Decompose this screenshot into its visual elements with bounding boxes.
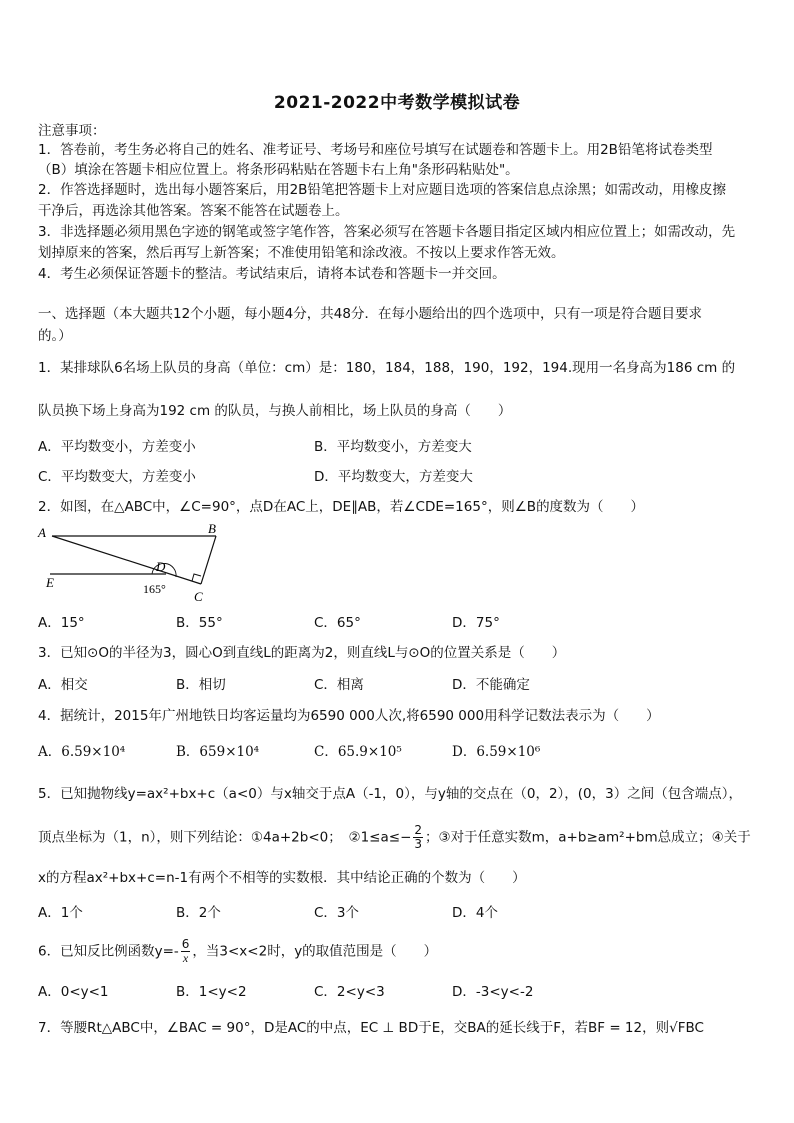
question-3-option-c[interactable]: C．相离 — [314, 677, 364, 693]
fraction — [181, 938, 191, 965]
question-5-stem-end: x的方程ax²+bx+c=n-1有两个不相等的实数根．其中结论正确的个数为（ ） — [38, 870, 526, 886]
question-6-option-d[interactable]: D．-3<y<-2 — [452, 984, 534, 1000]
question-6-option-a[interactable]: A．0<y<1 — [38, 984, 109, 1000]
question-3-stem: 3．已知⊙O的半径为3，圆心O到直线L的距离为2，则直线L与⊙O的位置关系是（ ） — [38, 645, 566, 661]
question-2-option-c[interactable]: C．65° — [314, 615, 361, 631]
fraction-denominator: 3 — [414, 837, 423, 851]
question-1-option-b[interactable]: B．平均数变小，方差变大 — [314, 439, 472, 455]
question-1-option-c[interactable]: C．平均数变大，方差变小 — [38, 469, 196, 485]
label-a: A — [38, 525, 46, 540]
question-7-stem: 7．等腰Rt△ABC中，∠BAC = 90°，D是AC的中点，EC ⊥ BD于E，交BA的延长线于F，若BF = 12，则√FBC — [38, 1020, 704, 1036]
question-5-option-a[interactable]: A．1个 — [38, 905, 83, 921]
question-1-stem: 1．某排球队6名场上队员的身高（单位：cm）是：180，184，188，190，192，194.现用一名身高为186 cm 的 — [38, 360, 736, 376]
notice-item: （B）填涂在答题卡相应位置上。将条形码粘贴在答题卡右上角"条形码粘贴处"。 — [38, 162, 519, 178]
fraction-numerator: 2 — [414, 823, 423, 837]
question-4-option-c[interactable]: C．65.9×10⁵ — [314, 744, 402, 760]
label-d: D — [156, 559, 166, 574]
label-e: E — [46, 575, 54, 590]
section-heading-cont: 的。） — [38, 328, 72, 344]
question-6-part-b: ，当3<x<2时，y的取值范围是（ ） — [192, 943, 438, 960]
question-1-stem-cont: 队员换下场上身高为192 cm 的队员，与换人前相比，场上队员的身高（ ） — [38, 403, 512, 419]
notice-item: 干净后，再选涂其他答案。答案不能答在试题卷上。 — [38, 203, 349, 219]
question-4-stem: 4．据统计，2015年广州地铁日均客运量均为6590 000人次,将6590 000用科学记数法表示为（ ） — [38, 708, 660, 724]
question-5-part-a: 顶点坐标为（1，n），则下列结论：①4a+2b<0； ②1≤a≤− — [38, 829, 412, 846]
question-6-option-b[interactable]: B．1<y<2 — [176, 984, 247, 1000]
notice-item: 1．答卷前，考生务必将自己的姓名、准考证号、考场号和座位号填写在试题卷和答题卡上。用2B铅笔将试卷类型 — [38, 142, 713, 158]
notice-item: 4．考生必须保证答题卡的整洁。考试结束后，请将本试卷和答题卡一并交回。 — [38, 266, 506, 282]
fraction-denominator: x — [182, 951, 189, 965]
page-title: 2021-2022中考数学模拟试卷 — [273, 93, 521, 113]
question-4-option-a[interactable]: A．6.59×10⁴ — [38, 744, 126, 760]
section-heading: 一、选择题（本大题共12个小题，每小题4分，共48分．在每小题给出的四个选项中，只有一项是符合题目要求 — [38, 306, 702, 322]
question-1-option-d[interactable]: D．平均数变大，方差变大 — [314, 469, 473, 485]
notice-item: 2．作答选择题时，选出每小题答案后，用2B铅笔把答题卡上对应题目选项的答案信息点涂黑；如需改动，用橡皮擦 — [38, 182, 726, 198]
question-2-option-a[interactable]: A．15° — [38, 615, 85, 631]
question-4-option-d[interactable]: D．6.59×10⁶ — [452, 744, 541, 760]
question-2-option-d[interactable]: D．75° — [452, 615, 500, 631]
notice-heading: 注意事项： — [38, 123, 106, 139]
label-b: B — [208, 521, 216, 536]
question-5-part-b: ；③对于任意实数m，a+b≥am²+bm总成立；④关于 — [425, 829, 751, 846]
question-2-stem: 2．如图，在△ABC中，∠C=90°，点D在AC上，DE∥AB，若∠CDE=165°，则∠B的度数为（ ） — [38, 499, 645, 515]
label-c: C — [194, 589, 203, 604]
question-6-stem — [38, 938, 758, 965]
question-6-option-c[interactable]: C．2<y<3 — [314, 984, 385, 1000]
fraction-numerator: 6 — [181, 937, 190, 951]
question-2-option-b[interactable]: B．55° — [176, 615, 223, 631]
question-1-option-a[interactable]: A．平均数变小，方差变小 — [38, 439, 196, 455]
question-5-option-b[interactable]: B．2个 — [176, 905, 221, 921]
notice-item: 划掉原来的答案，然后再写上新答案；不准使用铅笔和涂改液。不按以上要求作答无效。 — [38, 245, 565, 261]
question-5-option-c[interactable]: C．3个 — [314, 905, 360, 921]
question-5-option-d[interactable]: D．4个 — [452, 905, 498, 921]
question-5-stem-cont — [38, 824, 758, 851]
fraction — [413, 824, 423, 851]
question-6-part-a: 6．已知反比例函数y=- — [38, 943, 179, 960]
question-5-stem: 5．已知抛物线y=ax²+bx+c（a<0）与x轴交于点A（-1，0），与y轴的交点在（0，2），(0，3）之间（包含端点）， — [38, 786, 742, 802]
question-3-option-d[interactable]: D．不能确定 — [452, 677, 530, 693]
triangle-figure — [36, 521, 226, 607]
question-3-option-a[interactable]: A．相交 — [38, 677, 88, 693]
question-4-option-b[interactable]: B．659×10⁴ — [176, 744, 260, 760]
angle-label: 165° — [143, 582, 166, 596]
notice-item: 3．非选择题必须用黑色字迹的钢笔或签字笔作答，答案必须写在答题卡各题目指定区域内相应位置上；如需改动，先 — [38, 224, 736, 240]
question-3-option-b[interactable]: B．相切 — [176, 677, 226, 693]
